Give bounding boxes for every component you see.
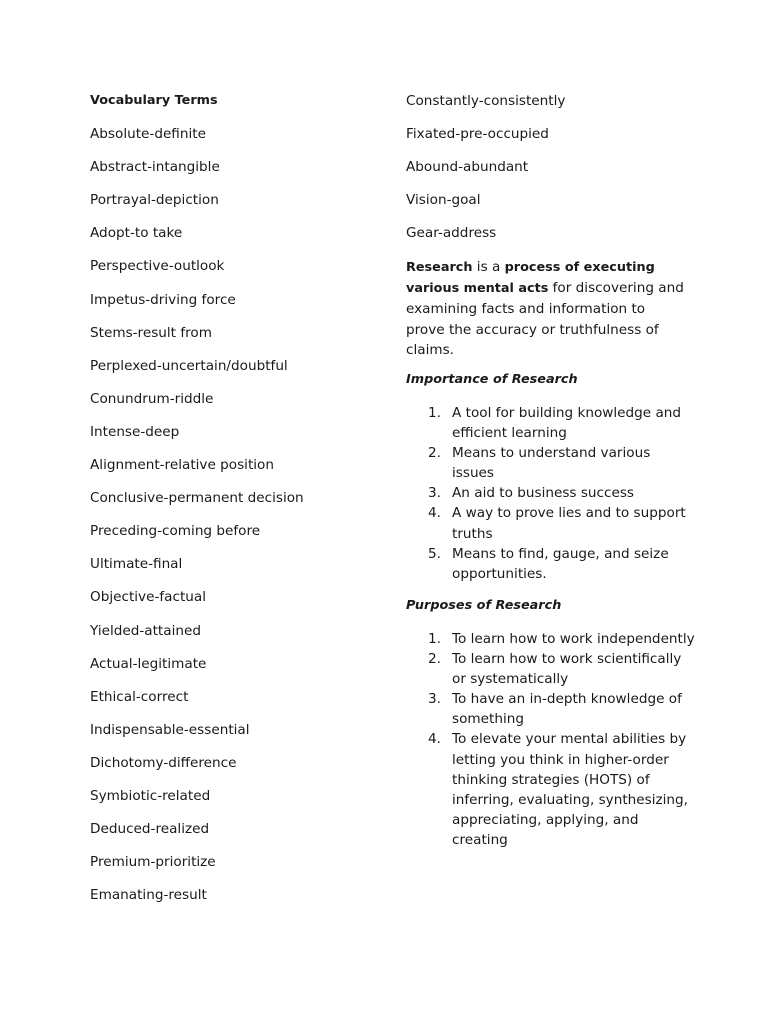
vocabulary-term: Abstract-intangible <box>90 159 220 176</box>
list-item <box>406 689 696 729</box>
research-definition <box>406 257 686 360</box>
vocabulary-term: Ethical-correct <box>90 688 189 705</box>
list-number: 4. <box>428 731 441 748</box>
list-item-text: To learn how to work scientifically or systematically <box>452 651 682 688</box>
definition-text-1: is a <box>472 259 505 275</box>
list-item <box>406 443 696 483</box>
definition-bold-phrase: process of executing various mental acts <box>406 260 655 297</box>
importance-list <box>406 403 696 584</box>
vocabulary-term: Perplexed-uncertain/doubtful <box>90 357 288 374</box>
importance-heading: Importance of Research <box>406 372 578 387</box>
list-number: 3. <box>428 691 441 708</box>
list-item <box>406 729 696 850</box>
list-item-text: To have an in-depth knowledge of something <box>452 691 682 728</box>
vocabulary-term: Impetus-driving force <box>90 291 236 308</box>
vocabulary-term: Emanating-result <box>90 887 207 904</box>
vocabulary-heading: Vocabulary Terms <box>90 93 218 108</box>
vocabulary-term: Premium-prioritize <box>90 854 216 871</box>
vocabulary-term: Constantly-consistently <box>406 93 566 109</box>
vocabulary-terms-column <box>90 91 380 918</box>
vocabulary-term: Deduced-realized <box>90 821 210 838</box>
vocabulary-term: Intense-deep <box>90 423 180 440</box>
research-term: Research <box>406 260 473 275</box>
list-item <box>406 649 696 689</box>
list-item-text: A tool for building knowledge and efficient learning <box>452 405 682 442</box>
list-number: 2. <box>428 445 441 462</box>
list-item <box>406 403 696 443</box>
list-item-text: Means to find, gauge, and seize opportunities. <box>452 545 669 582</box>
list-item-text: A way to prove lies and to support truths <box>452 505 686 542</box>
purposes-list <box>406 629 696 850</box>
list-number: 5. <box>428 545 441 562</box>
vocabulary-term: Gear-address <box>406 225 497 242</box>
vocabulary-term: Abound-abundant <box>406 159 529 176</box>
list-number: 1. <box>428 631 441 647</box>
vocabulary-term: Conundrum-riddle <box>90 390 214 407</box>
list-item-text: To elevate your mental abilities by letting you think in higher-order thinking strategies (HOTS) of inferring, evaluating, synthesizing, appreciating, applying, and creating <box>452 731 688 848</box>
list-item <box>406 483 696 503</box>
vocabulary-term: Symbiotic-related <box>90 787 211 804</box>
vocabulary-term: Conclusive-permanent decision <box>90 490 304 507</box>
vocabulary-term: Preceding-coming before <box>90 523 261 540</box>
vocabulary-term: Ultimate-final <box>90 556 183 573</box>
vocabulary-term: Absolute-definite <box>90 126 206 143</box>
vocabulary-term: Objective-factual <box>90 589 207 606</box>
list-item-text: An aid to business success <box>452 485 635 502</box>
vocabulary-term: Fixated-pre-occupied <box>406 126 549 143</box>
list-number: 3. <box>428 485 441 502</box>
list-item <box>406 544 696 584</box>
vocabulary-terms-continued <box>406 91 686 256</box>
list-number: 4. <box>428 505 441 522</box>
list-item-text: To learn how to work independently <box>452 631 695 647</box>
vocabulary-term: Yielded-attained <box>90 622 201 639</box>
list-item-text: Means to understand various issues <box>452 445 651 482</box>
vocabulary-term: Vision-goal <box>406 192 481 209</box>
purposes-heading: Purposes of Research <box>406 598 562 613</box>
vocabulary-term: Perspective-outlook <box>90 258 225 275</box>
vocabulary-term: Dichotomy-difference <box>90 754 237 771</box>
vocabulary-term: Alignment-relative position <box>90 457 274 474</box>
vocabulary-term: Indispensable-essential <box>90 721 250 738</box>
definition-text-2: for discovering and examining facts and information to prove the accuracy or truthfulness of claims. <box>406 280 684 358</box>
list-item <box>406 629 696 649</box>
vocabulary-term: Stems-result from <box>90 324 212 341</box>
list-item <box>406 503 696 543</box>
vocabulary-term: Actual-legitimate <box>90 655 207 672</box>
list-number: 1. <box>428 405 441 421</box>
list-number: 2. <box>428 651 441 668</box>
vocabulary-term: Portrayal-depiction <box>90 192 219 209</box>
vocabulary-term: Adopt-to take <box>90 225 183 242</box>
